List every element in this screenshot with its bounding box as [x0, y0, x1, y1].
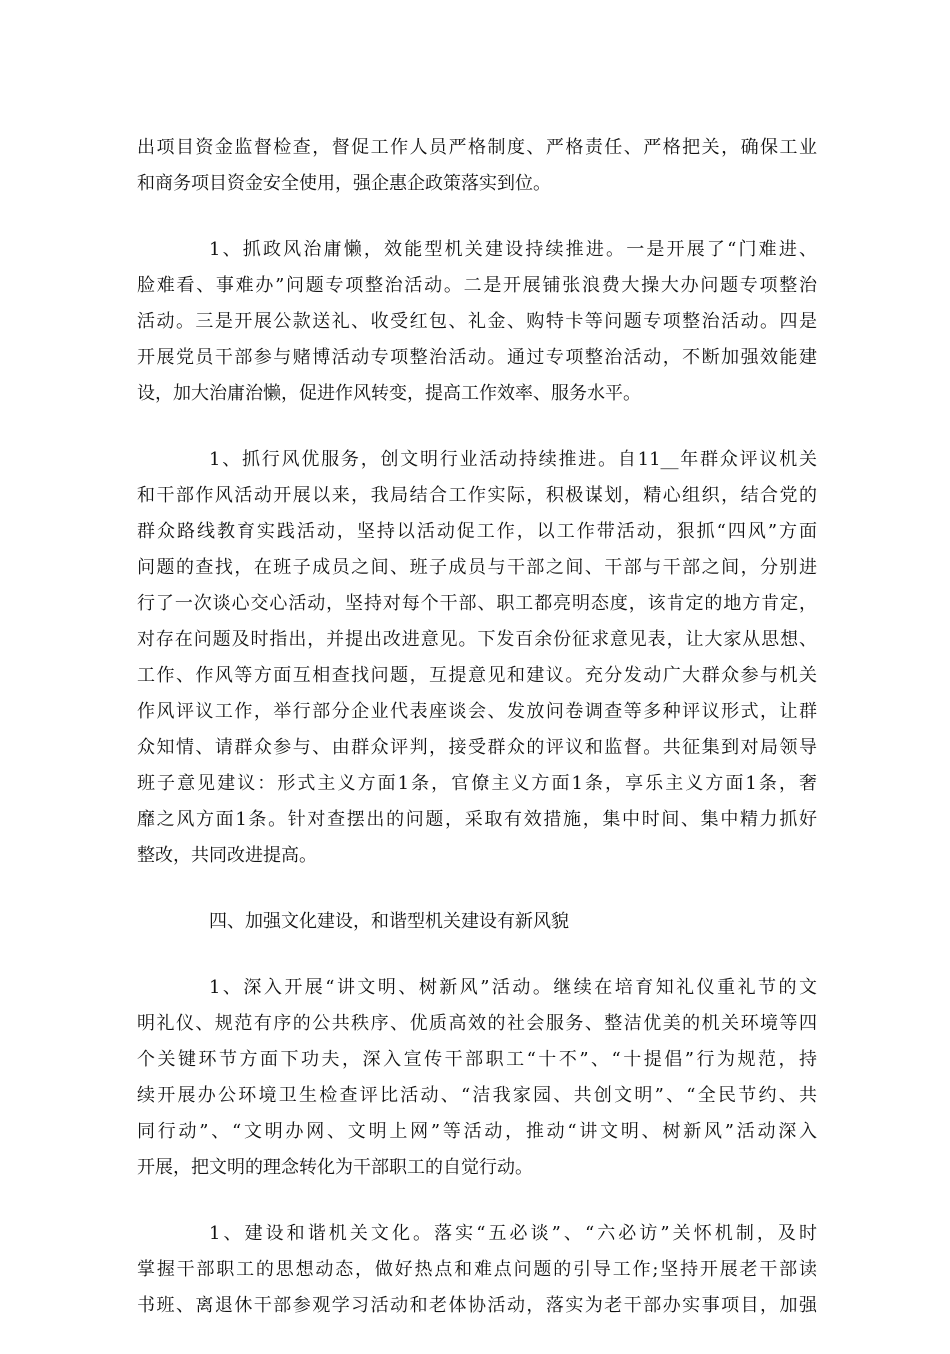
text-line: 整改，共同改进提高。 [137, 845, 317, 866]
text-line: 设，加大治庸治懒，促进作风转变，提高工作效率、服务水平。 [137, 383, 641, 404]
text-line: 和干部作风活动开展以来，我局结合工作实际，积极谋划，精心组织，结合党的 [137, 485, 817, 506]
paragraph-civilization-campaign [137, 970, 817, 1186]
text-line: 同行动”、“文明办网、文明上网”等活动，推动“讲文明、树新风”活动深入 [137, 1121, 817, 1142]
section-heading: 四、加强文化建设，和谐型机关建设有新风貌 [209, 911, 569, 932]
paragraph-harmonious-culture [137, 1216, 817, 1324]
text-line: 对存在问题及时指出，并提出改进意见。下发百余份征求意见表，让大家从思想、 [137, 629, 817, 650]
paragraph-funds-supervision [137, 130, 817, 202]
text-line: 作风评议工作，举行部分企业代表座谈会、发放问卷调查等多种评议形式，让群 [137, 701, 817, 722]
text-line: 个关键环节方面下功夫，深入宣传干部职工“十不”、“十提倡”行为规范，持 [137, 1049, 817, 1070]
paragraph-efficiency-building [137, 232, 817, 412]
text-line: 1、建设和谐机关文化。落实“五必谈”、“六必访”关怀机制，及时 [209, 1223, 817, 1244]
text-line: 活动。三是开展公款送礼、收受红包、礼金、购特卡等问题专项整治活动。四是 [137, 311, 817, 332]
text-line: 1、抓行风优服务，创文明行业活动持续推进。自11__年群众评议机关 [209, 449, 817, 470]
text-line: 书班、离退休干部参观学习活动和老体协活动，落实为老干部办实事项目，加强 [137, 1295, 817, 1316]
text-line: 1、抓政风治庸懒，效能型机关建设持续推进。一是开展了“门难进、 [209, 239, 817, 260]
paragraph-civilized-industry [137, 442, 817, 874]
text-line: 工作、作风等方面互相查找问题，互提意见和建议。充分发动广大群众参与机关 [137, 665, 817, 686]
text-line: 出项目资金监督检查，督促工作人员严格制度、严格责任、严格把关，确保工业 [137, 137, 817, 158]
text-line: 众知情、请群众参与、由群众评判，接受群众的评议和监督。共征集到对局领导 [137, 737, 817, 758]
text-line: 脸难看、事难办”问题专项整治活动。二是开展铺张浪费大操大办问题专项整治 [137, 275, 817, 296]
text-line: 靡之风方面1条。针对查摆出的问题，采取有效措施，集中时间、集中精力抓好 [137, 809, 817, 830]
text-line: 1、深入开展“讲文明、树新风”活动。继续在培育知礼仪重礼节的文 [209, 977, 817, 998]
section-heading-culture [137, 904, 817, 940]
text-line: 班子意见建议：形式主义方面1条，官僚主义方面1条，享乐主义方面1条，奢 [137, 773, 817, 794]
text-line: 续开展办公环境卫生检查评比活动、“洁我家园、共创文明”、“全民节约、共 [137, 1085, 817, 1106]
text-line: 掌握干部职工的思想动态，做好热点和难点问题的引导工作;坚持开展老干部读 [137, 1259, 817, 1280]
document-body [137, 130, 817, 1354]
text-line: 开展党员干部参与赌博活动专项整治活动。通过专项整治活动，不断加强效能建 [137, 347, 817, 368]
text-line: 问题的查找，在班子成员之间、班子成员与干部之间、干部与干部之间，分别进 [137, 557, 817, 578]
text-line: 开展，把文明的理念转化为干部职工的自觉行动。 [137, 1157, 533, 1178]
text-line: 和商务项目资金安全使用，强企惠企政策落实到位。 [137, 173, 551, 194]
text-line: 明礼仪、规范有序的公共秩序、优质高效的社会服务、整洁优美的机关环境等四 [137, 1013, 817, 1034]
text-line: 行了一次谈心交心活动，坚持对每个干部、职工都亮明态度，该肯定的地方肯定， [137, 593, 817, 614]
text-line: 群众路线教育实践活动，坚持以活动促工作，以工作带活动，狠抓“四风”方面 [137, 521, 817, 542]
